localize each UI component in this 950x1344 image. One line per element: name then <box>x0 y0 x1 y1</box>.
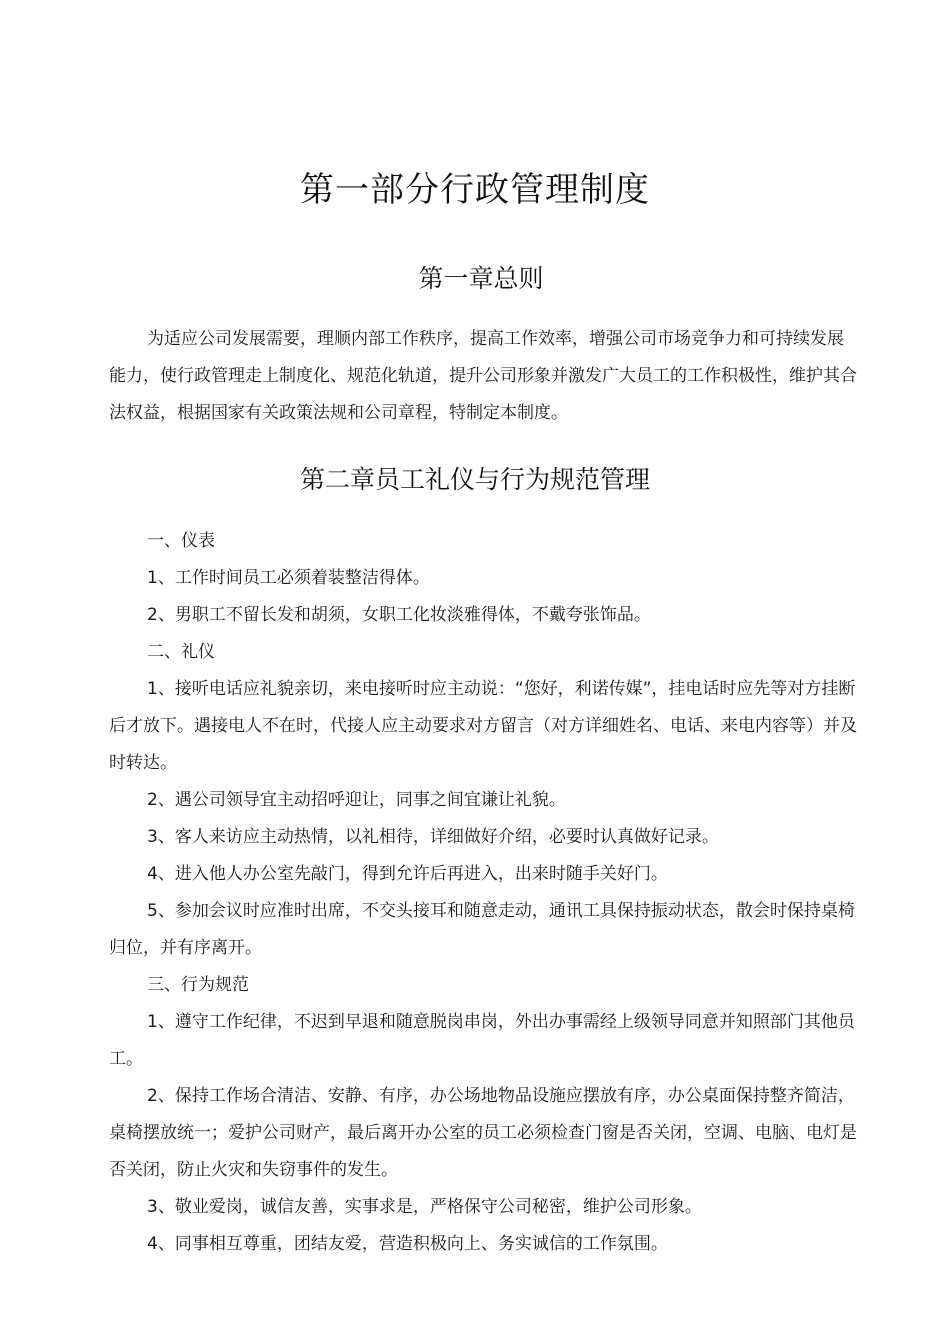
list-item: 2、男职工不留长发和胡须，女职工化妆淡雅得体，不戴夸张饰品。 <box>147 605 651 625</box>
section-heading-appearance: 一、仪表 <box>147 531 215 551</box>
section-heading-conduct: 三、行为规范 <box>147 975 249 995</box>
chapter-2-heading: 第二章员工礼仪与行为规范管理 <box>299 465 650 494</box>
list-item: 2、遇公司领导宜主动招呼迎让，同事之间宜谦让礼貌。 <box>147 790 566 810</box>
list-item: 1、遵守工作纪律，不迟到早退和随意脱岗串岗，外出办事需经上级领导同意并知照部门其他员工。 <box>109 1012 855 1069</box>
chapter-2-content <box>109 523 857 1263</box>
list-item: 5、参加会议时应准时出席，不交头接耳和随意走动，通讯工具保持振动状态，散会时保持桌椅归位，并有序离开。 <box>109 901 855 958</box>
document-title: 第一部分行政管理制度 <box>300 170 650 210</box>
list-item: 4、进入他人办公室先敲门，得到允许后再进入，出来时随手关好门。 <box>147 864 668 884</box>
list-item: 1、工作时间员工必须着装整洁得体。 <box>147 568 430 588</box>
list-item: 2、保持工作场合清洁、安静、有序，办公场地物品设施应摆放有序，办公桌面保持整齐简洁，桌椅摆放统一；爱护公司财产，最后离开办公室的员工必须检查门窗是否关闭，空调、电脑、电灯是否关闭，防止火灾和失窃事件的发生。 <box>109 1086 857 1180</box>
list-item: 3、客人来访应主动热情，以礼相待，详细做好介绍，必要时认真做好记录。 <box>147 827 719 847</box>
list-item: 1、接听电话应礼貌亲切，来电接听时应主动说：“您好，利诺传媒”，挂电话时应先等对方挂断后才放下。遇接电人不在时，代接人应主动要求对方留言（对方详细姓名、电话、来电内容等）并及时转达。 <box>109 679 857 773</box>
chapter-1-paragraph: 为适应公司发展需要，理顺内部工作秩序，提高工作效率，增强公司市场竞争力和可持续发展能力，使行政管理走上制度化、规范化轨道，提升公司形象并激发广大员工的工作积极性，维护其合法权益，根据国家有关政策法规和公司章程，特制定本制度。 <box>109 329 857 423</box>
list-item: 4、同事相互尊重，团结友爱，营造积极向上、务实诚信的工作氛围。 <box>147 1234 668 1254</box>
section-heading-etiquette: 二、礼仪 <box>147 642 215 662</box>
list-item: 3、敬业爱岗，诚信友善，实事求是，严格保守公司秘密，维护公司形象。 <box>147 1197 702 1217</box>
chapter-1-heading: 第一章总则 <box>418 264 544 293</box>
